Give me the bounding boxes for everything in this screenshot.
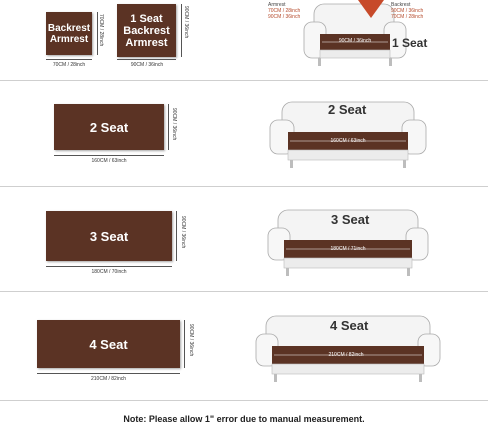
- four-seat-width-line: [37, 373, 180, 374]
- four-seat-swatch: [37, 320, 180, 368]
- two-seat-width-line: [54, 155, 164, 156]
- one-seat-sofa-title: 1 Seat: [392, 36, 428, 50]
- armrest-note-line2: 90CM / 36inch: [268, 14, 301, 20]
- two-seat-height-line: [168, 104, 169, 150]
- three-seat-swatch: [46, 211, 172, 261]
- backrest-armrest-width: 70CM / 28inch: [52, 62, 86, 68]
- two-seat-sofa-seat-width: 160CM / 63inch: [330, 138, 366, 144]
- divider-4: [0, 400, 488, 401]
- one-seat-height-line: [181, 4, 182, 57]
- four-seat-sofa-seat-width: 210CM / 82inch: [328, 352, 364, 358]
- backrest-armrest-swatch: [46, 12, 92, 55]
- measurement-note: Note: Please allow 1" error due to manual measurement.: [123, 414, 365, 424]
- three-seat-height: 90CM / 36inch: [180, 216, 186, 249]
- two-seat-swatch: [54, 104, 164, 150]
- two-seat-sofa-title: 2 Seat: [328, 102, 367, 117]
- divider-1: [0, 80, 488, 81]
- three-seat-label: 3 Seat: [89, 228, 129, 244]
- armrest-note: [268, 2, 312, 20]
- backrest-armrest-label: Backrest Armrest: [47, 22, 91, 45]
- two-seat-label: 2 Seat: [89, 119, 129, 135]
- backrest-note-title: Backrest: [391, 2, 411, 8]
- backrest-note: [391, 2, 439, 20]
- backrest-note-line1: 90CM / 36inch: [391, 8, 424, 14]
- backrest-armrest-height-line: [97, 12, 98, 55]
- two-seat-height: 90CM / 36inch: [171, 108, 177, 141]
- three-seat-width: 180CM / 70inch: [91, 269, 127, 275]
- three-seat-sofa-seat-width: 180CM / 71inch: [330, 246, 366, 252]
- backrest-armrest-height: 70CM / 28inch: [98, 14, 104, 47]
- one-seat-height: 90CM / 36inch: [183, 6, 189, 39]
- four-seat-sofa-title: 4 Seat: [330, 318, 369, 333]
- divider-3: [0, 291, 488, 292]
- three-seat-width-line: [46, 266, 172, 267]
- backrest-note-line2: 70CM / 28inch: [391, 14, 424, 20]
- armrest-note-title: Armrest: [268, 2, 286, 8]
- two-seat-width: 160CM / 63inch: [91, 158, 127, 164]
- one-seat-width: 90CM / 36inch: [130, 62, 164, 68]
- three-seat-sofa-title: 3 Seat: [331, 212, 370, 227]
- one-seat-swatch: [117, 4, 176, 57]
- four-seat-height-line: [184, 320, 185, 368]
- armrest-note-line1: 70CM / 28inch: [268, 8, 301, 14]
- one-seat-width-line: [117, 59, 176, 60]
- four-seat-height: 90CM / 36inch: [188, 324, 194, 357]
- divider-2: [0, 186, 488, 187]
- four-seat-label: 4 Seat: [89, 336, 128, 352]
- four-seat-width: 210CM / 82inch: [90, 376, 127, 382]
- three-seat-height-line: [176, 211, 177, 261]
- one-seat-label: 1 Seat Backrest Armrest: [123, 12, 170, 49]
- one-seat-sofa-seat-width: 90CM / 36inch: [338, 38, 372, 44]
- backrest-armrest-width-line: [46, 59, 92, 60]
